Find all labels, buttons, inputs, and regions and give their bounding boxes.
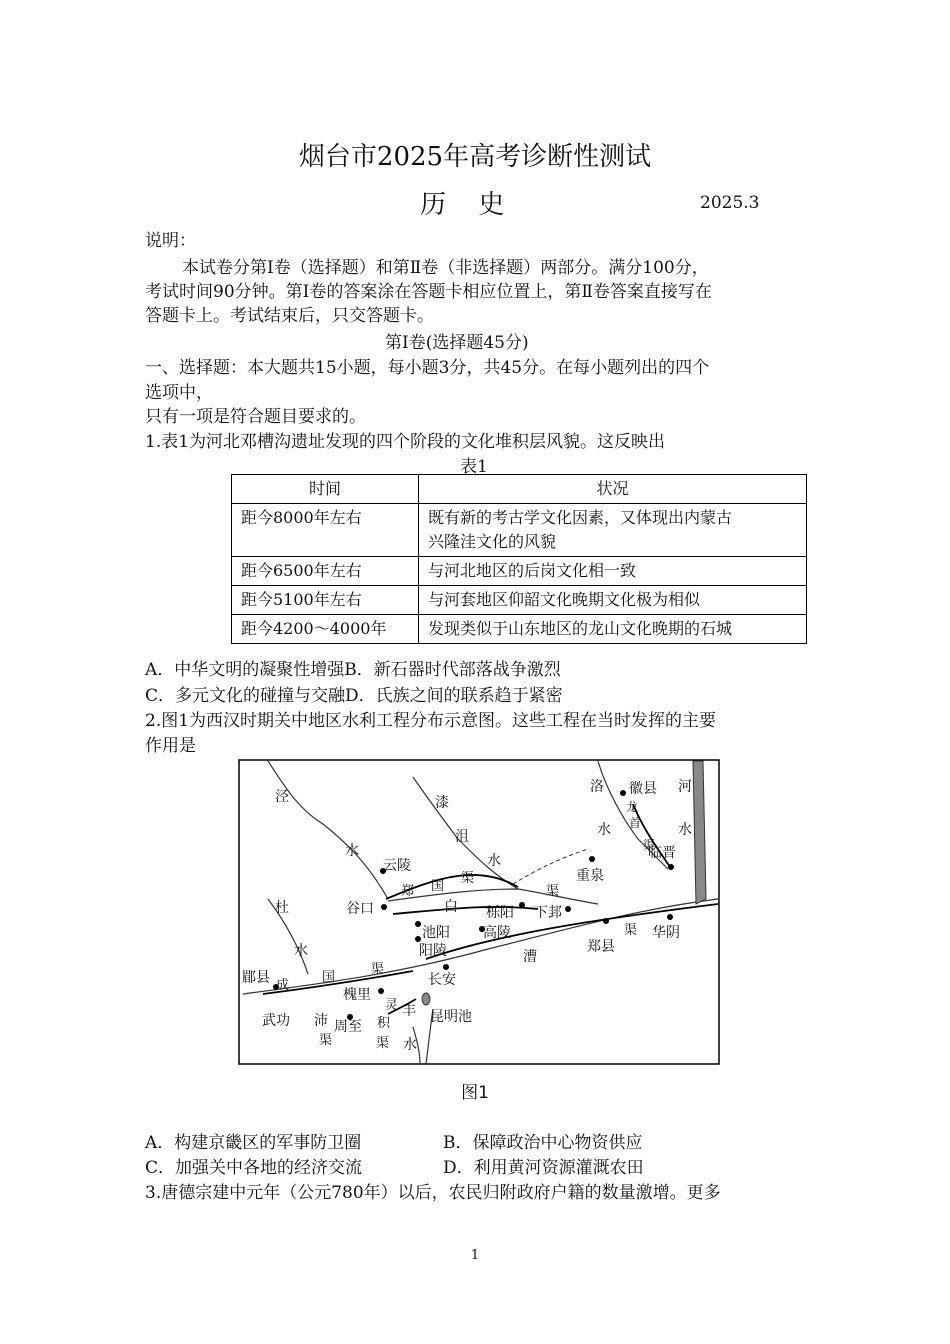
- map-label: 灵: [385, 997, 399, 1012]
- water-conservancy-map: [238, 759, 720, 1065]
- map-label: 渠: [643, 838, 656, 852]
- map-label: 栎阳: [486, 906, 514, 921]
- section-line: 只有一项是符合题目要求的。: [145, 407, 366, 427]
- instructions-line: 答题卡上。考试结束后，只交答题卡。: [145, 306, 434, 326]
- city-dot: [603, 918, 609, 924]
- city-dot: [668, 864, 674, 870]
- question-2-stem: 2.图1为西汉时期关中地区水利工程分布示意图。这些工程在当时发挥的主要: [145, 711, 717, 731]
- table-cell-time: 距今8000年左右: [232, 504, 419, 557]
- city-dot: [443, 964, 449, 970]
- map-label: 水: [487, 854, 501, 869]
- table-cell-status: [419, 504, 807, 557]
- map-label: 阳陵: [419, 944, 447, 959]
- map-label: 白: [444, 900, 458, 915]
- city-dot: [415, 921, 421, 927]
- question-2-option: D．利用黄河资源灌溉农田: [443, 1158, 644, 1178]
- table-row: [232, 504, 807, 557]
- map-label: 龙: [626, 800, 639, 814]
- map-label: 泾: [275, 790, 289, 805]
- table-cell-time: 距今6500年左右: [232, 557, 419, 586]
- map-label: 沛: [314, 1014, 328, 1029]
- section-line: 一、选择题：本大题共15小题，每小题3分，共45分。在每小题列出的四个: [145, 358, 710, 378]
- kunming-lake: [422, 993, 430, 1005]
- map-label: 河: [678, 780, 692, 795]
- table-header-time: 时间: [232, 475, 419, 504]
- city-dot: [667, 914, 673, 920]
- table-1-title: 表1: [460, 457, 488, 477]
- map-label: 长安: [428, 973, 456, 988]
- map-label: 下邽: [534, 906, 562, 921]
- subject-title: 历 史: [420, 190, 517, 220]
- table-row: [232, 615, 807, 644]
- table-header-row: [232, 475, 807, 504]
- map-label: 丰: [402, 1004, 416, 1019]
- table-cell-time: 距今4200～4000年: [232, 615, 419, 644]
- map-label: 国: [322, 969, 336, 984]
- map-label: 华阴: [652, 926, 680, 941]
- map-label: 昆明池: [430, 1010, 472, 1025]
- map-label: 郑县: [587, 940, 615, 955]
- map-label: 武功: [262, 1014, 290, 1029]
- map-label: 渠: [461, 870, 475, 885]
- map-label: 洛: [590, 780, 604, 795]
- map-label: 水: [597, 823, 611, 838]
- map-label: 水: [403, 1038, 417, 1053]
- map-label: 水: [345, 844, 359, 859]
- map-label: 渠: [319, 1032, 333, 1047]
- section-title: 第Ⅰ卷(选择题45分): [385, 333, 529, 353]
- table-header-status: 状况: [419, 475, 807, 504]
- status-line: 兴隆洼文化的风貌: [428, 532, 557, 551]
- question-2-option: C．加强关中各地的经济交流: [145, 1158, 363, 1178]
- map-label: 渠: [624, 922, 638, 937]
- question-1-stem: 1.表1为河北邓槽沟遗址发现的四个阶段的文化堆积层风貌。这反映出: [145, 432, 666, 452]
- instructions-line: 本试卷分第Ⅰ卷（选择题）和第Ⅱ卷（非选择题）两部分。满分100分，: [182, 258, 709, 278]
- question-2-option: A．构建京畿区的军事防卫圈: [145, 1133, 362, 1153]
- city-dot: [589, 856, 595, 862]
- map-label: 渠: [371, 961, 385, 976]
- table-cell-time: 距今5100年左右: [232, 586, 419, 615]
- map-label: 槐里: [343, 988, 371, 1003]
- table-1: [231, 474, 807, 644]
- map-label: 成: [276, 977, 290, 992]
- exam-title: 烟台市2025年高考诊断性测试: [298, 142, 652, 172]
- map-label: 池阳: [422, 926, 450, 941]
- instructions-label: 说明：: [145, 231, 196, 251]
- map-label: 郿县: [242, 971, 270, 986]
- section-line: 选项中，: [145, 383, 213, 403]
- map-label: 临晋: [648, 846, 676, 861]
- status-line: 既有新的考古学文化因素，又体现出内蒙古: [428, 508, 733, 527]
- map-label: 国: [431, 878, 445, 893]
- map-label: 水: [678, 823, 692, 838]
- map-label: 首: [629, 816, 642, 830]
- question-1-option: A．中华文明的凝聚性增强B．新石器时代部落战争激烈: [145, 660, 561, 680]
- city-dot: [415, 936, 421, 942]
- city-dot: [381, 904, 387, 910]
- city-dot: [620, 790, 626, 796]
- map-label: 杜: [275, 901, 289, 916]
- table-row: [232, 557, 807, 586]
- map-label: 漕: [523, 950, 537, 965]
- city-dot: [378, 988, 384, 994]
- map-label: 高陵: [483, 926, 511, 941]
- question-3-stem: 3.唐德宗建中元年（公元780年）以后，农民归附政府户籍的数量激增。更多: [145, 1183, 721, 1203]
- question-2-stem: 作用是: [145, 736, 196, 756]
- city-dot: [519, 902, 525, 908]
- map-frame: [239, 760, 719, 1064]
- question-1-option: C．多元文化的碰撞与交融D．氏族之间的联系趋于紧密: [145, 686, 563, 706]
- map-label: 水: [294, 944, 308, 959]
- table-row: [232, 586, 807, 615]
- map-label: 积: [377, 1015, 391, 1030]
- table-cell-status: 与河北地区的后岗文化相一致: [419, 557, 807, 586]
- exam-date: 2025.3: [700, 193, 760, 213]
- map-label: 沮: [455, 830, 469, 845]
- city-dot: [565, 906, 571, 912]
- map-label: 谷口: [346, 902, 374, 917]
- table-cell-status: 发现类似于山东地区的龙山文化晚期的石城: [419, 615, 807, 644]
- map-label: 漆: [435, 796, 449, 811]
- map-label: 渠: [546, 883, 560, 898]
- question-2-option: B．保障政治中心物资供应: [443, 1133, 643, 1153]
- map-label: 郑: [401, 883, 415, 898]
- figure-1-caption: 图1: [461, 1083, 489, 1103]
- instructions-line: 考试时间90分钟。第Ⅰ卷的答案涂在答题卡相应位置上，第Ⅱ卷答案直接写在: [145, 282, 712, 302]
- map-label: 重泉: [576, 869, 604, 884]
- map-label: 徽县: [629, 782, 657, 797]
- map-label: 云陵: [383, 859, 411, 874]
- table-cell-status: 与河套地区仰韶文化晚期文化极为相似: [419, 586, 807, 615]
- page-number: 1: [470, 1248, 480, 1263]
- map-label: 周至: [334, 1020, 362, 1035]
- map-label: 渠: [376, 1035, 390, 1050]
